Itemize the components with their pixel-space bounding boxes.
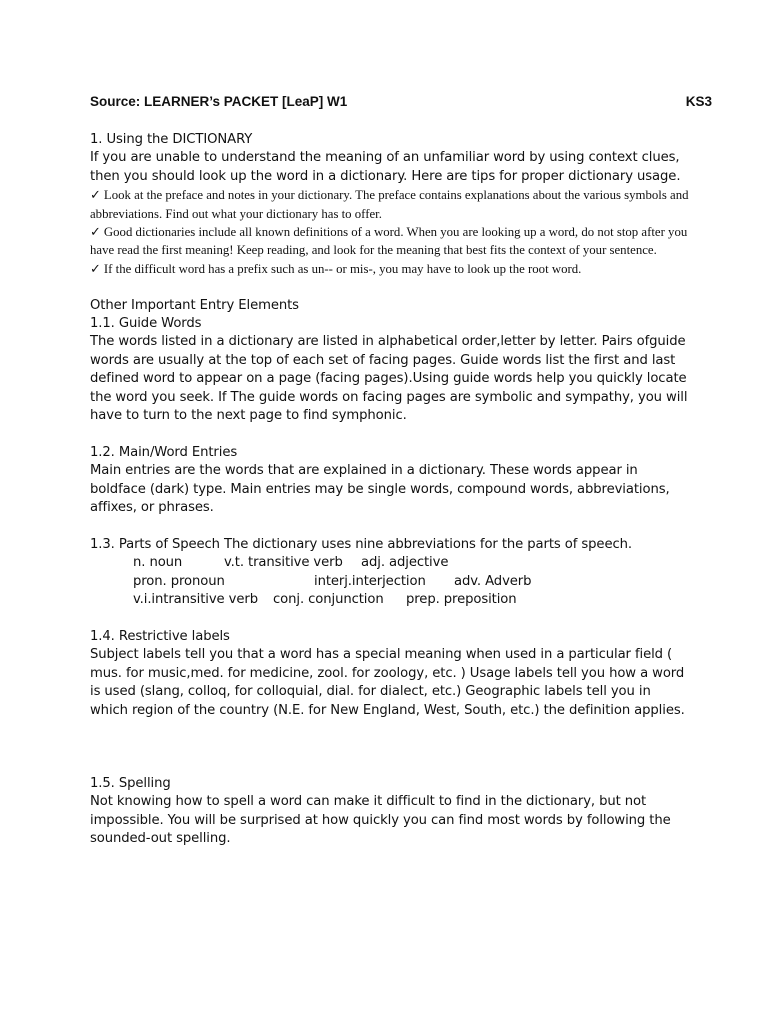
parts-of-speech-row bbox=[90, 554, 690, 572]
pos-item: prep. preposition bbox=[406, 592, 517, 608]
other-heading: Other Important Entry Elements bbox=[90, 297, 299, 313]
main-entries-body: Main entries are the words that are explained in a dictionary. These words appear in boldface (dark) type. Main entries may be single words, compound words, abbreviations, affixes, or phrases. bbox=[90, 463, 670, 516]
pos-item: adv. Adverb bbox=[454, 573, 532, 589]
pos-item: v.i.intransitive verb bbox=[133, 592, 258, 608]
tip-item: ✓ If the difficult word has a prefix such as un-- or mis-, you may have to look up the root word. bbox=[90, 261, 582, 276]
pos-item: adj. adjective bbox=[361, 555, 449, 571]
tip-item: ✓ Good dictionaries include all known definitions of a word. When you are looking up a word, do not stop after you have read the first meaning! Keep reading, and look for the meaning that best fits the context of your sentence. bbox=[90, 225, 688, 258]
dictionary-section bbox=[90, 131, 690, 186]
pos-item: v.t. transitive verb bbox=[224, 555, 343, 571]
parts-of-speech-row bbox=[90, 573, 690, 591]
pos-item: interj.interjection bbox=[314, 573, 426, 589]
level-label: KS3 bbox=[685, 94, 712, 109]
guide-words-heading: 1.1. Guide Words bbox=[90, 316, 202, 332]
restrictive-heading: 1.4. Restrictive labels bbox=[90, 628, 230, 644]
pos-item: n. noun bbox=[133, 555, 183, 571]
restrictive-body: Subject labels tell you that a word has a special meaning when used in a particular field ( mus. for music,med. for medicine, zool. for zoology, etc. ) Usage labels tell you how a word is used (slang, colloq, for colloquial, dial. for dialect, etc.) Geographic labels tell you in which region of the country (N.E. for New England, West, South, etc.) the definition applies. bbox=[90, 647, 685, 718]
main-entries-heading: 1.2. Main/Word Entries bbox=[90, 444, 238, 460]
dictionary-tips bbox=[90, 186, 690, 278]
tip-item: ✓ Look at the preface and notes in your dictionary. The preface contains explanations about the various symbols and abbreviations. Find out what your dictionary has to offer. bbox=[90, 188, 689, 221]
pos-item: conj. conjunction bbox=[273, 592, 384, 608]
pos-item: pron. pronoun bbox=[133, 573, 225, 589]
parts-of-speech-heading: 1.3. Parts of Speech The dictionary uses nine abbreviations for the parts of speech. bbox=[90, 536, 632, 552]
parts-of-speech-row bbox=[90, 591, 690, 609]
document-page bbox=[90, 93, 712, 849]
source-line: Source: LEARNER’s PACKET [LeaP] W1 bbox=[90, 94, 348, 109]
spelling-body: Not knowing how to spell a word can make it difficult to find in the dictionary, but not impossible. You will be surprised at how quickly you can find most words by following the sounded-out spelling. bbox=[90, 794, 671, 847]
dictionary-heading: 1. Using the DICTIONARY bbox=[90, 132, 253, 147]
guide-words-body: The words listed in a dictionary are listed in alphabetical order,letter by letter. Pairs ofguide words are usually at the top of each set of facing pages. Guide words list the first and last defined word to appear on a page (facing pages).Using guide words help you quickly locate the word you seek. If The guide words on facing pages are symbolic and sympathy, you will have to turn to the next page to find symphonic. bbox=[90, 334, 688, 424]
dictionary-intro: If you are unable to understand the meaning of an unfamiliar word by using context clues, then you should look up the word in a dictionary. Here are tips for proper dictionary usage. bbox=[90, 150, 681, 184]
page-header bbox=[90, 93, 712, 111]
other-elements-section bbox=[90, 297, 690, 849]
spelling-heading: 1.5. Spelling bbox=[90, 775, 171, 791]
